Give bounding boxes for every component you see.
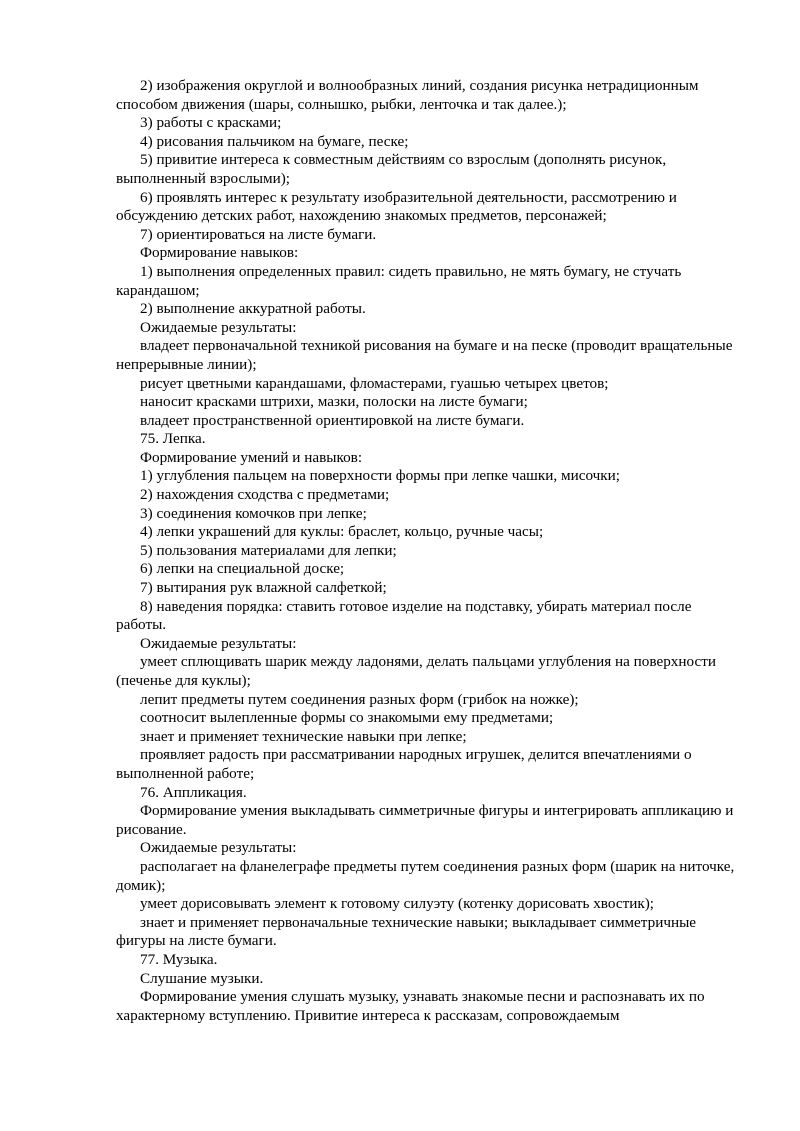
paragraph: Формирование умения выкладывать симметричные фигуры и интегрировать аппликацию и рисование. — [116, 802, 734, 838]
paragraph: Формирование умения слушать музыку, узнавать знакомые песни и распознавать их по характерному вступлению. Привитие интереса к рассказам, сопровождаемым — [116, 988, 705, 1024]
paragraph: 6) лепки на специальной доске; — [140, 560, 345, 578]
paragraph: умеет сплющивать шарик между ладонями, делать пальцами углубления на поверхности (печенье для куклы); — [116, 653, 716, 689]
section-heading-muzyka: 77. Музыка. — [140, 950, 218, 968]
paragraph: Ожидаемые результаты: — [140, 634, 297, 652]
paragraph: лепит предметы путем соединения разных форм (грибок на ножке); — [140, 690, 579, 708]
paragraph: владеет пространственной ориентировкой на листе бумаги. — [140, 411, 525, 429]
paragraph: 4) лепки украшений для куклы: браслет, кольцо, ручные часы; — [140, 523, 544, 541]
paragraph: владеет первоначальной техникой рисования на бумаге и на песке (проводит вращательные непрерывные линии); — [116, 337, 733, 373]
paragraph: рисует цветными карандашами, фломастерами, гуашью четырех цветов; — [140, 374, 609, 392]
paragraph: соотносит вылепленные формы со знакомыми ему предметами; — [140, 709, 554, 727]
paragraph: наносит красками штрихи, мазки, полоски на листе бумаги; — [140, 393, 528, 411]
paragraph: 2) выполнение аккуратной работы. — [140, 300, 366, 318]
paragraph: 2) изображения округлой и волнообразных линий, создания рисунка нетрадиционным способом движения (шары, солнышко, рыбки, ленточка и так далее.); — [116, 77, 699, 113]
paragraph: 8) наведения порядка: ставить готовое изделие на подставку, убирать материал после работы. — [116, 597, 692, 634]
paragraph: 4) рисования пальчиком на бумаге, песке; — [140, 132, 409, 150]
paragraph: знает и применяет первоначальные технические навыки; выкладывает симметричные фигуры на листе бумаги. — [116, 913, 697, 950]
paragraph: 1) выполнения определенных правил: сидеть правильно, не мять бумагу, не стучать карандашом; — [116, 262, 682, 299]
paragraph: 5) пользования материалами для лепки; — [140, 541, 397, 559]
paragraph: 3) соединения комочков при лепке; — [140, 504, 367, 522]
paragraph: 5) привитие интереса к совместным действиям со взрослым (дополнять рисунок, выполненный взрослыми); — [116, 151, 667, 187]
paragraph: умеет дорисовывать элемент к готовому силуэту (котенку дорисовать хвостик); — [140, 895, 655, 913]
paragraph: располагает на фланелеграфе предметы путем соединения разных форм (шарик на ниточке, домик); — [116, 857, 735, 894]
paragraph: знает и применяет технические навыки при лепке; — [140, 727, 467, 745]
paragraph: Слушание музыки. — [140, 969, 264, 987]
paragraph: 1) углубления пальцем на поверхности формы при лепке чашки, мисочки; — [140, 467, 621, 485]
document-text-body — [116, 77, 742, 1025]
paragraph: 3) работы с красками; — [140, 114, 282, 132]
paragraph: 2) нахождения сходства с предметами; — [140, 486, 390, 504]
paragraph: 7) ориентироваться на листе бумаги. — [140, 225, 377, 243]
paragraph: проявляет радость при рассматривании народных игрушек, делится впечатлениями о выполненной работе; — [116, 746, 692, 782]
paragraph: Формирование навыков: — [140, 244, 299, 262]
paragraph: 7) вытирания рук влажной салфеткой; — [140, 579, 387, 597]
paragraph: Ожидаемые результаты: — [140, 318, 297, 336]
paragraph: 6) проявлять интерес к результату изобразительной деятельности, рассмотрению и обсуждению детских работ, нахождению знакомых предметов, персонажей; — [116, 188, 677, 225]
paragraph: Ожидаемые результаты: — [140, 839, 297, 857]
section-heading-lepka: 75. Лепка. — [140, 430, 206, 448]
paragraph: Формирование умений и навыков: — [140, 448, 363, 466]
section-heading-applikatsiya: 76. Аппликация. — [140, 783, 247, 801]
